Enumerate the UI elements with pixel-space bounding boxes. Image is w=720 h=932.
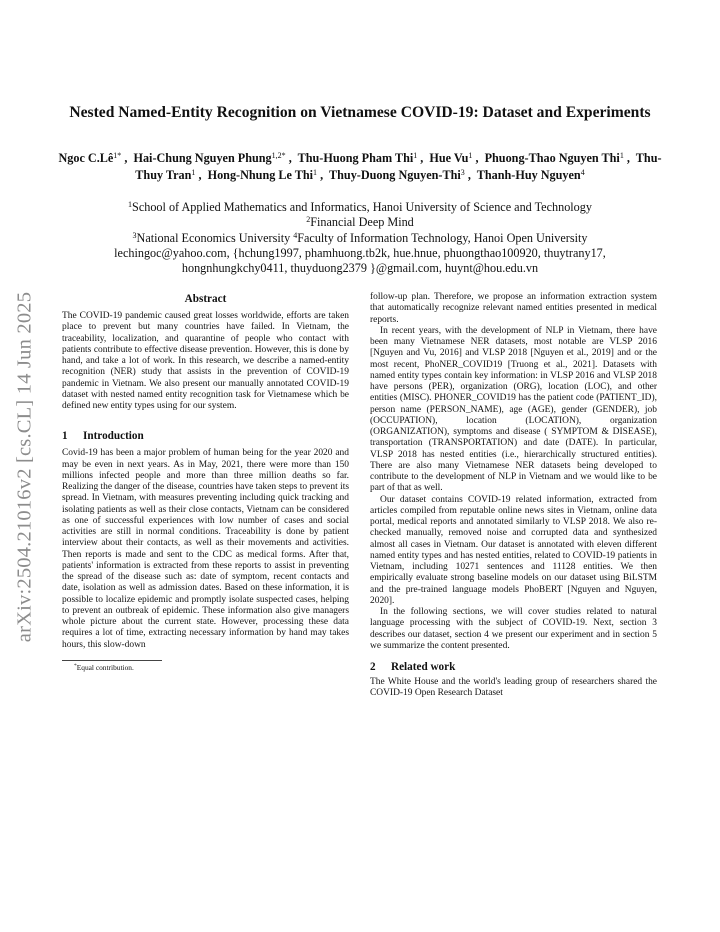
section-title: Related work bbox=[391, 661, 456, 673]
intro-paragraph: Our dataset contains COVID-19 related information, extracted from articles compiled from reputable online news sites in Vietnam, online data portal, medical reports and annotated similarly to VLSP 2018. We also re-checked manually, removed noise and corrupted data and synthesized almost all cases in Vietnam. Our dataset is annotated with eleven different named entity types and has nested entities, related to COVID-19 patients in Vietnam, including 10271 sentences and 11128 entities. We then empirically evaluate strong baseline models on our dataset using BiLSTM and the pre-trained language models PhoBERT [Nguyen and Nguyen, 2020]. bbox=[370, 494, 657, 606]
author-superscript: 4 bbox=[580, 168, 585, 178]
right-column bbox=[370, 292, 657, 700]
section-number: 2 bbox=[370, 661, 376, 673]
author-name: Hue Vu bbox=[429, 151, 469, 165]
author-superscript: 1 bbox=[413, 151, 418, 160]
arxiv-identifier-stamp bbox=[8, 262, 42, 672]
footnote-rule bbox=[62, 660, 162, 661]
section-heading-introduction bbox=[62, 429, 349, 443]
affiliation-line bbox=[56, 215, 664, 230]
affiliation-superscript: 3 bbox=[132, 230, 137, 240]
affiliation-superscript: 1 bbox=[128, 200, 133, 209]
affiliation-text: Financial Deep Mind bbox=[310, 215, 414, 230]
footnote bbox=[62, 663, 349, 673]
related-work-paragraph: The White House and the world's leading group of researchers shared the COVID-19 Open Research Dataset bbox=[370, 677, 657, 699]
affiliation-superscript: 4 bbox=[293, 230, 298, 240]
author-superscript: 1 bbox=[313, 168, 318, 178]
section-heading-related-work bbox=[370, 660, 657, 674]
section-number: 1 bbox=[62, 430, 68, 443]
author-name: Thuy-Duong Nguyen-Thi bbox=[329, 168, 461, 183]
intro-paragraph-continued: follow-up plan. Therefore, we propose an information extraction system that automatically recognize relevant named entities presented in medical reports. bbox=[370, 292, 657, 325]
affiliation-text: Faculty of Information Technology, Hanoi Open University bbox=[297, 230, 588, 245]
affiliation-line bbox=[56, 200, 664, 215]
affiliation-superscript: 2 bbox=[306, 215, 311, 225]
paper-title: Nested Named-Entity Recognition on Vietnamese COVID-19: Dataset and Experiments bbox=[69, 104, 651, 121]
author-list: Ngoc $C.Lê^{1*}$ , Hai-Chung Nguyen Phung$^{1,2*}$ , Thu-Huong Pham Thi$^1$ , Hue Vu$^1$ , Phuong-Thao Nguyen Thi$^1$ , Thu-Thuy Tran$^1$ , Hong-Nhung Le Thi$^1$ , Thuy-Duong Nguyen-Thi$^3$ , Thanh-Huy Nguyen$^4$ bbox=[58, 151, 662, 183]
affiliation-line bbox=[56, 231, 664, 246]
intro-paragraph: In recent years, with the development of NLP in Vietnam, there have been many Vietnamese NER datasets, most notable are VLSP 2016 [Nguyen and Vu, 2016] and VLSP 2018 [Nguyen et al., 2019] and or the most recent, PhoNER_COVID19 [Truong et al., 2021]. Datasets with named entity types contain key information: in VLSP 2016 and VLSP 2018 have persons (PER), organization (ORG), location (LOC), and other entities (MISC). PHONER_COVID19 has the patient code (PATIENT_ID), person name (PERSON_NAME), age (AGE), gender (GENDER), job (OCCUPATION), location (LOCATION), organization (ORGANIZATION), symptoms and disease ( SYMPTOM & DISEASE), transportation (TRANSPORTATION) and date (DATE). In particular, VLSP 2018 has nested entities (i.e., hierarchically structured entities). There are also many Vietnamese NER datasets being developed to contribute to the development of NLP in Vietnam and we would like to be part of that as well. bbox=[370, 325, 657, 494]
abstract-text: The COVID-19 pandemic caused great losses worldwide, efforts are taken place to prevent but many countries have failed. In Vietnam, the traceability, localization, and quarantine of people who contact with patients contribute to effective disease prevention. However, this is done by hand, and take a lot of work. In this research, we describe a named-entity recognition (NER) study that assists in the prevention of COVID-19 pandemic in Vietnam. We also present our manually annotated COVID-19 dataset with nested named entity recognition task for Vietnamese which be defined new entity types using for our system. bbox=[62, 311, 349, 411]
author-superscript: 1 bbox=[468, 151, 473, 160]
author-name: Thanh-Huy Nguyen bbox=[476, 168, 581, 183]
abstract-heading: Abstract bbox=[184, 293, 227, 305]
email-line: lechingoc@yahoo.com, {hchung1997, phamhuong.tb2k, hue.hnue, phuongthao100920, thuytrany17, bbox=[114, 245, 606, 260]
affiliation-text: School of Applied Mathematics and Informatics, Hanoi University of Science and Technology bbox=[132, 200, 592, 214]
section-title: Introduction bbox=[83, 430, 144, 443]
author-name: Hong-Nhung Le Thi bbox=[207, 168, 314, 183]
author-superscript: 1,2* bbox=[271, 151, 286, 160]
footnote-mark: * bbox=[74, 662, 77, 669]
intro-paragraph: Covid-19 has been a major problem of human being for the year 2020 and may be even in next years. As in May, 2021, there were more than 150 millions infected people and more than three million deaths so far. Realizing the danger of the disease, countries have taken steps to prevent its spread. In Vietnam, with measures preventing including quick tracking and isolating patients as well as their close contacts, Vietnam can be considered as one of successful experiences with low number of cases and social activities are still in normal conditions. Traceability is done by patient interview about their contacts, as well as their movements and activities. Then reports is made and sent to the CDC as medical forms. After that, patients' information is extracted from these reports to assist in preventing the spread of the disease such as: date of symptom, recent contacts and date, isolation as well as admission dates. Based on these information, it is possible to localize epidemic and promptly isolate suspected cases, helping to prevent an outbreak of epidemic. These information also give managers whole picture about the current state. However, processing these data requires a lot of time, extracting necessary information by hand may takes hours, this slow-down bbox=[62, 448, 349, 650]
author-superscript: 1 bbox=[191, 168, 196, 178]
author-superscript: 3 bbox=[460, 168, 465, 178]
author-name: Hai-Chung Nguyen Phung bbox=[133, 151, 272, 165]
affiliations-block bbox=[56, 200, 664, 276]
author-name: Ngoc C.Lê bbox=[58, 151, 114, 165]
arxiv-identifier-text: arXiv:2504.21016v2 [cs.CL] 14 Jun 2025 bbox=[13, 291, 36, 643]
author-name: Thu-Huong Pham Thi bbox=[297, 151, 414, 165]
footnote-text: Equal contribution. bbox=[76, 662, 134, 672]
affiliation-text: National Economics University bbox=[136, 230, 294, 245]
author-superscript: 1 bbox=[619, 151, 624, 160]
author-name: Phuong-Thao Nguyen Thi bbox=[484, 151, 620, 165]
email-line: hongnhungkchy0411, thuyduong2379 }@gmail.com, huynt@hou.edu.vn bbox=[181, 261, 539, 276]
intro-paragraph: In the following sections, we will cover studies related to natural language processing with the subject of COVID-19. Next, section 3 describes our dataset, section 4 we present our experiment and in section 5 we summarize the content presented. bbox=[370, 607, 657, 651]
left-column bbox=[62, 292, 349, 673]
author-name: Thu-Thuy Tran bbox=[135, 151, 662, 183]
author-superscript: 1* bbox=[113, 151, 122, 160]
